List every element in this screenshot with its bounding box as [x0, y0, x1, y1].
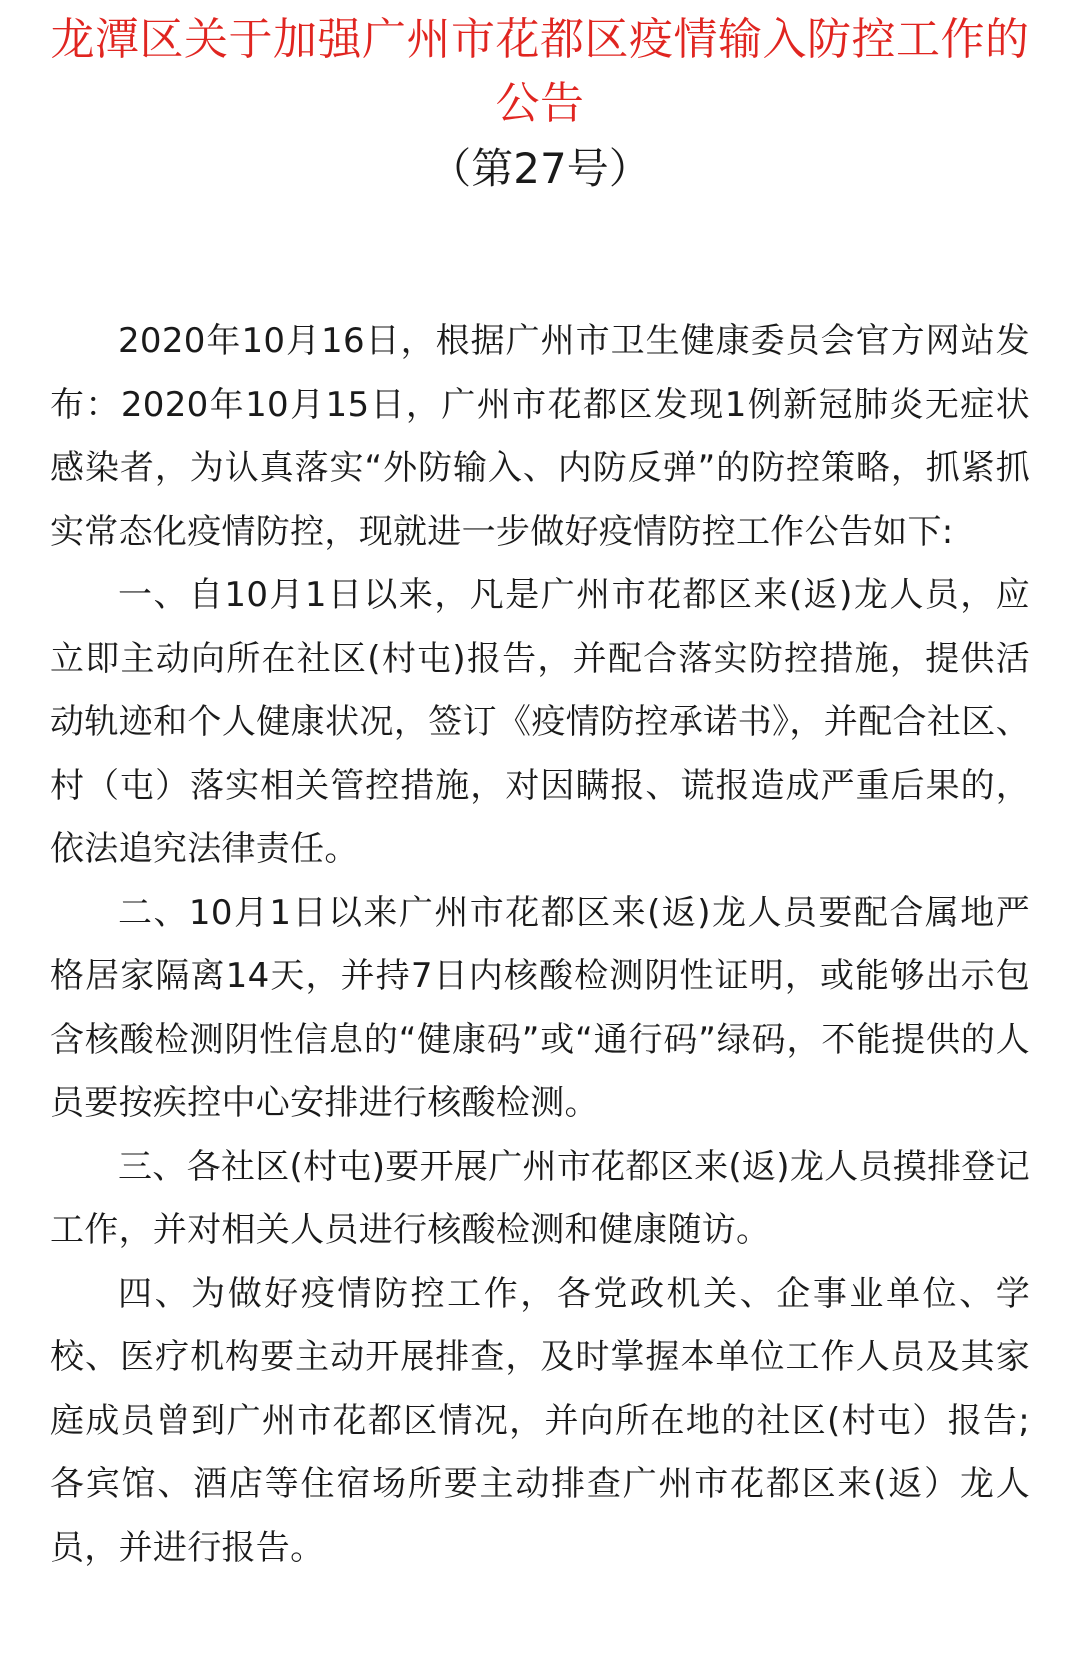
paragraph-item-1: 一、自10月1日以来，凡是广州市花都区来(返)龙人员，应立即主动向所在社区(村屯)报告，并配合落实防控措施，提供活动轨迹和个人健康状况，签订《疫情防控承诺书》，并配合社区、村（屯）落实相关管控措施，对因瞒报、谎报造成严重后果的，依法追究法律责任。 [50, 575, 1030, 869]
paragraph-item-3: 三、各社区(村屯)要开展广州市花都区来(返)龙人员摸排登记工作，并对相关人员进行核酸检测和健康随访。 [50, 1146, 1030, 1250]
document-number: （第27号） [429, 144, 651, 193]
document-title: 龙潭区关于加强广州市花都区疫情输入防控工作的公告 [50, 14, 1030, 129]
document-body [50, 310, 1030, 1580]
paragraph-item-4: 四、为做好疫情防控工作，各党政机关、企事业单位、学校、医疗机构要主动开展排查，及时掌握本单位工作人员及其家庭成员曾到广州市花都区情况，并向所在地的社区(村屯）报告;各宾馆、酒店等住宿场所要主动排查广州市花都区来(返）龙人员，并进行报告。 [50, 1273, 1030, 1568]
paragraph-intro: 2020年10月16日，根据广州市卫生健康委员会官方网站发布：2020年10月15日，广州市花都区发现1例新冠肺炎无症状感染者，为认真落实“外防输入、内防反弹”的防控策略，抓紧抓实常态化疫情防控，现就进一步做好疫情防控工作公告如下: [50, 321, 1030, 552]
paragraph-item-2: 二、10月1日以来广州市花都区来(返)龙人员要配合属地严格居家隔离14天，并持7日内核酸检测阴性证明，或能够出示包含核酸检测阴性信息的“健康码”或“通行码”绿码，不能提供的人员要按疾控中心安排进行核酸检测。 [50, 892, 1030, 1123]
